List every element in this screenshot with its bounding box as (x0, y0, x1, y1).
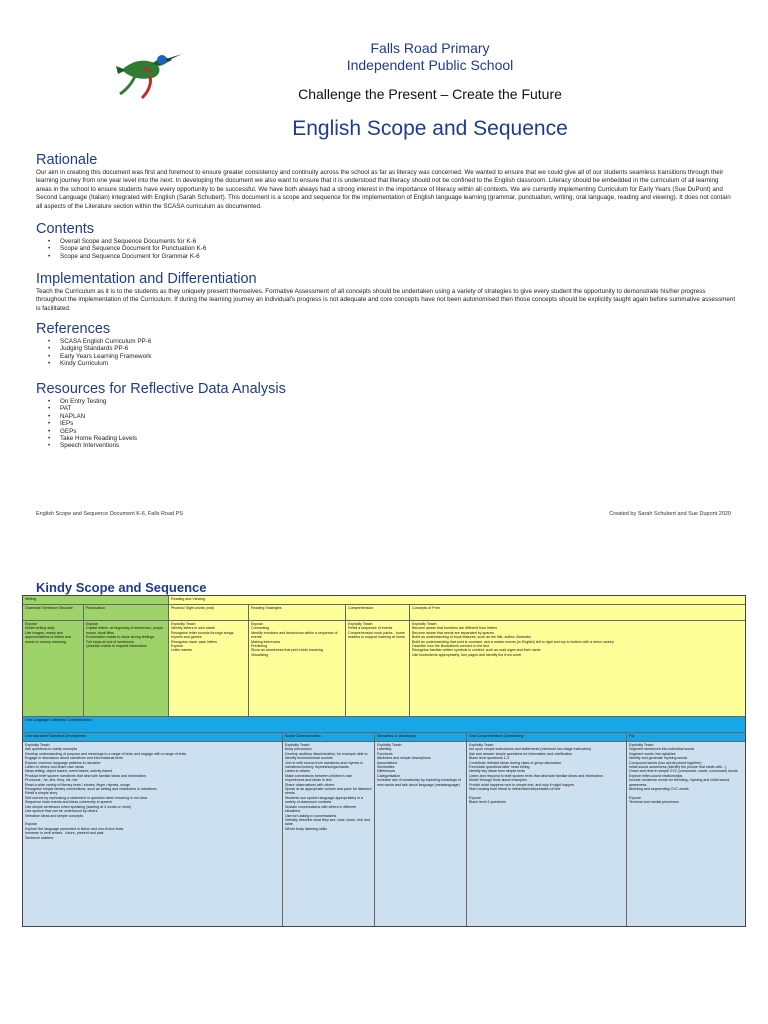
reading-strategies-column-header: Reading Strategies (249, 605, 346, 621)
oral-narrative-cell: Explicitly Teach Ask questions to clarify concepts Develop understanding of purpose and meanings in a range of texts and engage with a range of texts Engage in discussion about narratives and informational texts Explore common language patterns in narrative Listen to others and share own ideas News telling: object based, event based, activity based Produce brief spoken narratives that deal with familiar ideas and information Pronouns - he, she, they, his, her Read a wide variety of literary texts / stories, finger rhymes, songs Recognise simple literary conventions, such as setting and characters in narratives Retell a simple story Self-correct by rephrasing a statement or question when meaning is not clear Sequence main events and ideas coherently in speech Use simple sentences when speaking (starting at 4 words or more) Use speech that can be understood by others Verbalise ideas and simple concepts Expose Explore the language presented in fiction and non-fiction texts Immerse in verb tenses - future, present and past Sentence starters (23, 742, 283, 926)
contents-list (48, 238, 206, 260)
kindy-title: Kindy Scope and Sequence (36, 580, 207, 595)
list-item: • SCASA English Curriculum PP-6 (48, 338, 151, 345)
implementation-text: Teach the Curriculum as it is to the students as they uniquely present themselves. Formative Assessment of all concepts should be undertaken using a variety of strategies to give every student the opportunity to demonstrate his/her progress throughout the implementation of the Curriculum. If during the learning journey an individual's progress is not adequate and core concepts have not been autonomised then those concepts should be explicitly taught again before summative assessment is facilitated. (36, 288, 736, 312)
social-communication-column-header: Social Communication (283, 733, 375, 742)
writing-header: Writing (23, 596, 169, 605)
footer-document-name: English Scope and Sequence Document K-6, Falls Road PS (36, 511, 184, 517)
list-item: • Scope and Sequence Document for Punctuation K-6 (48, 245, 206, 252)
reading-viewing-header: Reading and Viewing (169, 596, 745, 605)
bird-logo-icon (112, 40, 184, 102)
resources-list (48, 398, 137, 450)
phonics-cell: Explicitly Teach Identify letters in own name Recognise letter sounds through songs, rhymes and games Recognise lower case letters Expose Letter names (169, 621, 249, 717)
grammar-column-header: Grammar/ Sentence Structure (23, 605, 84, 621)
pa-cell: Explicitly Teach Segment sentences into individual words Segment words into syllables Identify and generate rhyming words Compound words (two words joined together) Initial sound awareness (identify the picture that starts with...) Onset and rime in simple CVC (consonant, vowel, consonant) words Explore letter-sound relationships Include nonsense words for blending, rhyming and initial sound awareness Blending and segmenting CVC words Expose Terminal and medial phonemes (627, 742, 745, 926)
list-item: • Kindy Curriculum (48, 360, 151, 367)
resources-heading: Resources for Reflective Data Analysis (36, 381, 286, 397)
list-item: • Judging Standards PP-6 (48, 345, 151, 352)
implementation-heading: Implementation and Differentiation (36, 271, 257, 287)
oral-comprehension-cell: Explicitly Teach Act upon simple instructions and statements (minimum two-stage instruction) Ask and answer simple questions for information and clarification Blank level questions 1-3 Contribute relevant ideas during class or group discussion Formulate questions after news telling Identify key ideas from simple texts Listen and respond to brief spoken texts that deal with familiar ideas and information. Model through think aloud examples Predict what happens next in simple text, and why it might happen Start moving from literal to inferential interpretation of text Expose Blank level 4 questions (467, 742, 627, 926)
school-motto: Challenge the Present – Create the Future (298, 86, 562, 102)
kindy-scope-table (22, 595, 746, 927)
punctuation-cell: Expose Capital letters: at beginning of sentences, proper nouns, book titles Exclamation marks to show strong feelings Full stops at end of sentences Question marks to request information (84, 621, 169, 717)
oral-comprehension-column-header: Oral Comprehension/ Questioning (467, 733, 627, 742)
references-list (48, 338, 151, 368)
rationale-heading: Rationale (36, 152, 98, 168)
list-item: • GEPs (48, 428, 137, 435)
semantics-vocabulary-column-header: Semantics & Vocabulary (375, 733, 467, 742)
reading-strategies-cell: Expose Connecting Identify emotions and behaviours within a sequence of events Making inferences Predicting Show an awareness that print holds meaning Visualising (249, 621, 346, 717)
footer-credits: Created by Sarah Schubert and Sue Dupont 2020 (609, 511, 731, 517)
school-name: Falls Road Primary (370, 40, 490, 56)
list-item: • Speech Interventions (48, 442, 137, 449)
pa-column-header: P.A (627, 733, 745, 742)
grammar-cell: Expose Model writing daily Use images, marks and approximations of letters and words to convey meaning (23, 621, 84, 717)
list-item: • NAPLAN (48, 413, 137, 420)
semantics-vocabulary-cell: Explicitly Teach Labelling Functions Attributes and simple descriptions Associations Similarities Differences Categorisation Increase use of vocabulary by exploring meanings of new words and talk about language (metalanguage) (375, 742, 467, 926)
list-item: • IEPs (48, 420, 137, 427)
comprehension-column-header: Comprehension (346, 605, 410, 621)
phonics-column-header: Phonics/ Sight words (oral) (169, 605, 249, 621)
concepts-of-print-cell: Explicitly Teach Become aware that numbers are different from letters Become aware that words are separated by spaces Build an understanding of book features, such as the title, author, illustrator Build an understanding that print is constant, and a reader moves (in English) left to right and top to bottom with a return sweep Describe how the illustrations connect to the text Recognise familiar written symbols in context, such as road signs and their name Use books/texts appropriately, turn pages and identify the front cover (410, 621, 745, 717)
list-item: • Scope and Sequence Document for Grammar K-6 (48, 253, 206, 260)
oral-narrative-column-header: Oral Narrative/ Narrative Development (23, 733, 283, 742)
list-item: • Early Years Learning Framework (48, 353, 151, 360)
oral-language-header: Oral Language/ Listening Comprehension (23, 717, 745, 733)
references-heading: References (36, 321, 111, 337)
contents-heading: Contents (36, 221, 95, 237)
rationale-text: Our aim in creating this document was first and foremost to ensure greater consistency and continuity across the school as far as literacy was concerned. We wanted to ensure that we could give all of our students seamless transitions through their learning journey from one year level into the next. In developing the document we also want to ensure that it is understood that literacy should not be confined to the English classroom. Literacy should be embedded in the curriculum of all learning areas in the school to ensure students have every opportunity to be successful. We have both always had a strong interest in the importance of literacy within all contexts. We are currently implementing Curriculum for Early Years (Sue DuPont) and Second Language (Italian) integrated with English (Sarah Schubert). This document is a scope and sequence for the implementation of English language learning (grammar, punctuation, writing, oral language, reading and viewing). It does not contain all aspects of the Literature section within the SCASA curriculum as documented. (36, 169, 731, 210)
document-title: English Scope and Sequence (292, 117, 568, 140)
list-item: • Take Home Reading Levels (48, 435, 137, 442)
list-item: • Overall Scope and Sequence Documents for K-6 (48, 238, 206, 245)
school-subtitle: Independent Public School (346, 57, 514, 73)
social-communication-cell: Explicitly Teach Body percussion Develop auditory discrimination, for example able to identify environmental sounds Join in with chorus from narratives and rhymes in narratives/nursery rhymes/songs/chants Listen to others Make connections between children's own experiences and ideas in text Share observations with others Speak at an appropriate volume and pace for listeners' needs Students use spoken language appropriately in a variety of classroom contexts Sustain conversations with others in different situations Use turn-taking in conversations Verbally describe what they see, hear, touch, feel and taste Whole body listening skills (283, 742, 375, 926)
list-item: • PAT (48, 405, 137, 412)
concepts-of-print-column-header: Concepts of Print (410, 605, 745, 621)
comprehension-cell: Explicitly Teach Retell a sequence of events Comprehension book packs - home readers to support learning at home (346, 621, 410, 717)
punctuation-column-header: Punctuation (84, 605, 169, 621)
list-item: • On Entry Testing (48, 398, 137, 405)
